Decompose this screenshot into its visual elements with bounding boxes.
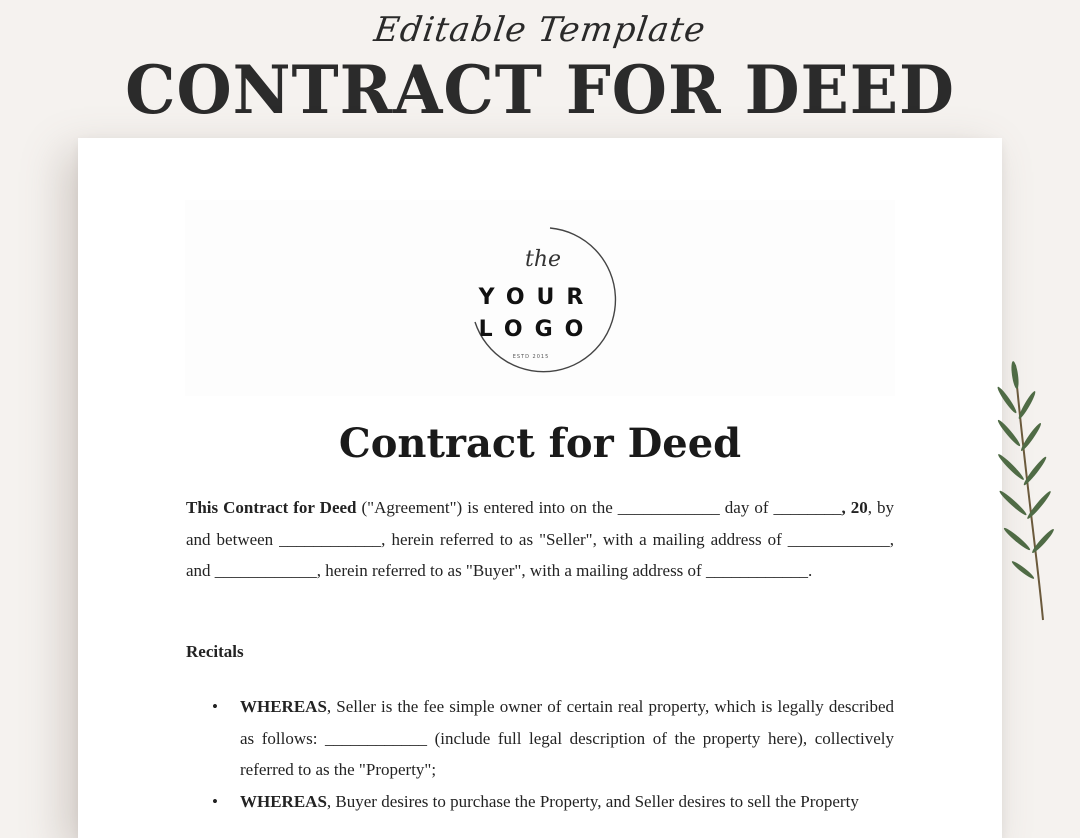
document-page — [78, 138, 1002, 838]
bullet-icon: • — [212, 791, 218, 811]
main-title: CONTRACT FOR DEED — [125, 51, 955, 129]
recitals-heading: Recitals — [186, 642, 244, 661]
intro-part-1: ("Agreement") is entered into on the ____________ day of ________ — [356, 498, 842, 517]
logo-script-text: the — [525, 247, 562, 272]
intro-bold-lead: This Contract for Deed — [186, 498, 357, 517]
logo-area — [185, 200, 895, 396]
recitals-list — [186, 691, 894, 817]
logo-line-1: YOUR — [478, 285, 596, 310]
rosemary-sprig-icon — [985, 355, 1065, 625]
logo-line-2: LOGO — [478, 317, 596, 342]
intro-bold-comma: , — [841, 498, 846, 517]
script-subtitle: Editable Template — [371, 10, 709, 50]
intro-paragraph — [186, 492, 894, 587]
document-title: Contract for Deed — [338, 420, 742, 467]
bullet-icon: • — [212, 697, 218, 716]
intro-part-2: , by and between ____________, herein referred to as "Seller", with a mailing address of ____________, and ____________, herein referred to as "Buyer", with a mailing address of ____________. — [186, 498, 894, 580]
recital-text: , Buyer desires to purchase the Property, and Seller desires to sell the Property — [326, 791, 859, 811]
list-item — [186, 691, 894, 786]
header — [0, 0, 1080, 130]
recital-text: , Seller is the fee simple owner of certain real property, which is legally described as follows: ____________ (include full legal description of the property here), collectively referred to as the "Property"; — [240, 697, 894, 779]
recital-lead: WHEREAS — [240, 791, 327, 811]
logo — [455, 214, 625, 384]
logo-tagline: ESTD 2015 — [512, 354, 550, 360]
list-item — [186, 786, 894, 818]
intro-bold-year: 20 — [850, 498, 868, 517]
recital-lead: WHEREAS — [240, 697, 327, 716]
